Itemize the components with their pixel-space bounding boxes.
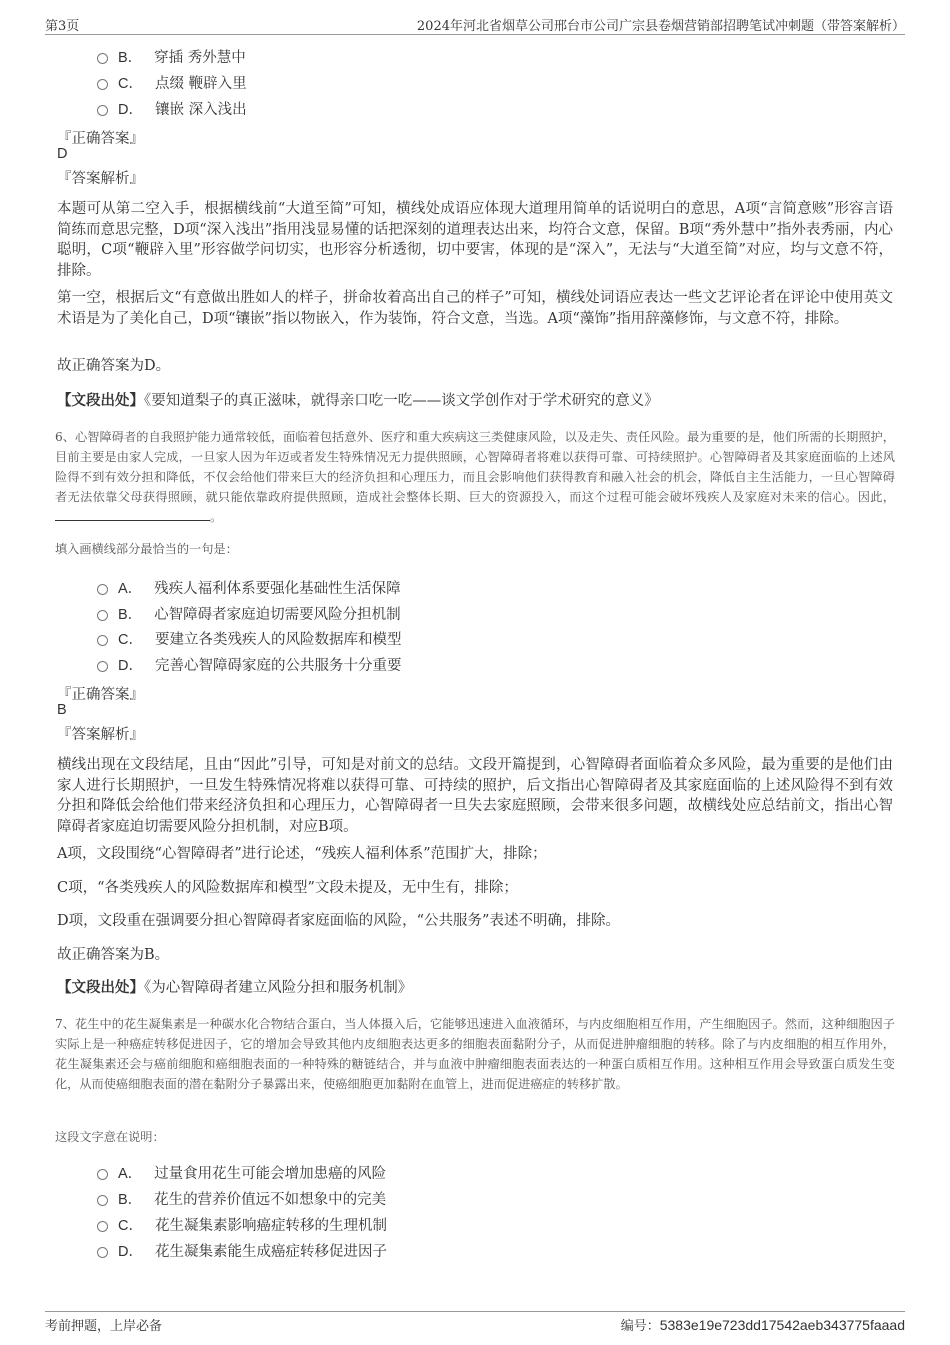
radio-icon[interactable]	[97, 661, 108, 672]
radio-icon[interactable]	[97, 1221, 108, 1232]
source-citation	[57, 391, 893, 412]
analysis-conclusion: 故正确答案为D。	[57, 358, 171, 374]
page-footer	[45, 1311, 905, 1332]
question-stem: 7、花生中的花生凝集素是一种碳水化合物结合蛋白，当人体摄入后，它能够迅速进入血液循环，与内皮细胞相互作用，产生细胞因子。然而，这种细胞因子实际上是一种癌症转移促进因子，它的增加会导致其他内皮细胞表达更多的细胞表面黏附分子，从而促进肿瘤细胞的转移。除了与内皮细胞的相互作用外，花生凝集素还会与癌前细胞和癌细胞表面的一种特殊的糖链结合，并与血液中肿瘤细胞表面表达的一种蛋白质相互作用。这种相互作用会导致蛋白质发生变化，从而使癌细胞表面的潜在黏附分子暴露出来，使癌细胞更加黏附在血管上，进而促进癌症的转移扩散。	[55, 1017, 895, 1091]
radio-icon[interactable]	[97, 1169, 108, 1180]
option-text: 心智障碍者家庭迫切需要风险分担机制	[154, 606, 401, 623]
option-a[interactable]	[97, 1161, 386, 1183]
analysis-label: 『答案解析』	[57, 727, 144, 743]
radio-icon[interactable]	[97, 1247, 108, 1258]
option-letter: B．	[118, 49, 143, 66]
analysis-paragraph: 横线出现在文段结尾，且由“因此”引导，可知是对前文的总结。文段开篇提到，心智障碍者面临着众多风险，最为重要的是他们由家人进行长期照护，一旦发生特殊情况将难以获得可靠、可持续的照护，后文指出心智障碍者及其家庭面临的上述风险得不到有效分担和降低会给他们带来经济负担和心理压力，心智障碍者一旦失去家庭照顾，会带来很多问题，故横线处应总结前文，指出心智障碍者家庭迫切需要风险分担机制，对应B项。	[57, 757, 893, 835]
option-letter: D．	[118, 101, 143, 118]
source-text: 《要知道梨子的真正滋味，就得亲口吃一吃——谈文学创作对于学术研究的意义》	[144, 393, 659, 409]
option-b[interactable]	[97, 45, 246, 67]
option-letter: D．	[118, 657, 143, 674]
option-letter: C．	[118, 75, 143, 92]
option-text: 点缀 鞭辟入里	[154, 75, 247, 92]
question-prompt: 填入画横线部分最恰当的一句是：	[55, 542, 238, 556]
option-d[interactable]	[97, 1239, 387, 1261]
option-text: 穿插 秀外慧中	[154, 49, 246, 66]
option-text: 镶嵌 深入浅出	[154, 101, 247, 118]
analysis-option-c: C项，“各类残疾人的风险数据库和模型”文段未提及，无中生有，排除；	[57, 880, 518, 896]
source-text: 《为心智障碍者建立风险分担和服务机制》	[144, 980, 413, 996]
analysis-paragraph: 第一空，根据后文“有意做出胜如人的样子，拼命妆着高出自己的样子”可知，横线处词语应表达一些文艺评论者在评论中使用英文术语是为了美化自己，D项“镶嵌”指以物嵌入，作为装饰，符合文意，当选。A项“藻饰”指用辞藻修饰，与文意不符，排除。	[57, 290, 893, 327]
correct-answer: B	[57, 702, 67, 718]
option-letter: A．	[118, 580, 143, 597]
option-text: 残疾人福利体系要强化基础性生活保障	[154, 580, 401, 597]
option-c[interactable]	[97, 71, 247, 93]
radio-icon[interactable]	[97, 79, 108, 90]
document-title: 2024年河北省烟草公司邢台市公司广宗县卷烟营销部招聘笔试冲刺题（带答案解析）	[416, 19, 905, 34]
option-d[interactable]	[97, 653, 401, 675]
option-letter: D．	[118, 1243, 143, 1260]
question-text: 6、心智障碍者的自我照护能力通常较低，面临着包括意外、医疗和重大疾病这三类健康风险，以及走失、责任风险。最为重要的是，他们所需的长期照护，目前主要是由家人完成，一旦家人因为年迈或者发生特殊情况无力提供照顾，心智障碍者将难以获得可靠、可持续照护。心智障碍者及其家庭面临的上述风险得不到有效分担和降低，不仅会给他们带来巨大的经济负担和心理压力，而且会影响他们获得教育和融入社会的机会，降低自主生活能力，一旦心智障碍者无法依靠父母获得照顾，就只能依靠政府提供照顾，造成社会整体长期、巨大的资源投入，而这个过程可能会破坏残疾人及家庭对未来的信心。因此，	[55, 430, 895, 504]
option-b[interactable]	[97, 1187, 386, 1209]
answer-label: 『正确答案』	[57, 131, 144, 147]
option-c[interactable]	[97, 627, 401, 649]
option-letter: B．	[118, 606, 143, 623]
option-text: 花生的营养价值远不如想象中的完美	[154, 1191, 387, 1208]
radio-icon[interactable]	[97, 584, 108, 595]
option-letter: C．	[118, 1217, 143, 1234]
radio-icon[interactable]	[97, 105, 108, 116]
source-citation	[57, 978, 893, 999]
page-number: 第3页	[45, 19, 80, 34]
option-text: 花生凝集素影响癌症转移的生理机制	[154, 1217, 387, 1234]
question-stem	[55, 427, 895, 527]
document-code	[621, 1315, 905, 1334]
stem-end: 。	[210, 510, 223, 524]
code-label: 编号：	[620, 1319, 660, 1334]
option-text: 要建立各类残疾人的风险数据库和模型	[154, 631, 402, 648]
radio-icon[interactable]	[97, 635, 108, 646]
option-letter: B．	[118, 1191, 143, 1208]
source-label: 【文段出处】	[57, 979, 144, 996]
source-label: 【文段出处】	[57, 392, 144, 409]
radio-icon[interactable]	[97, 53, 108, 64]
analysis-option-d: D项，文段重在强调要分担心智障碍者家庭面临的风险，“公共服务”表述不明确，排除。	[57, 913, 620, 929]
analysis-paragraph: 本题可从第二空入手，根据横线前“大道至简”可知，横线处成语应体现大道理用简单的话说明白的意思，A项“言简意赅”形容言语简练而意思完整，D项“深入浅出”指用浅显易懂的话把深刻的道理表达出来，均符合文意，保留。B项“秀外慧中”指外表秀丽，内心聪明，C项“鞭辟入里”形容做学问切实，也形容分析透彻，切中要害，体现的是“深入”，无法与“大道至简”对应，均与文意不符，排除。	[57, 201, 893, 279]
radio-icon[interactable]	[97, 1195, 108, 1206]
option-letter: A．	[118, 1165, 143, 1182]
question-prompt: 这段文字意在说明：	[55, 1130, 165, 1144]
correct-answer: D	[57, 146, 68, 162]
footer-slogan: 考前押题，上岸必备	[45, 1319, 163, 1334]
analysis-label: 『答案解析』	[57, 171, 144, 187]
option-b[interactable]	[97, 602, 401, 624]
analysis-conclusion: 故正确答案为B。	[57, 947, 170, 963]
option-d[interactable]	[97, 97, 247, 119]
analysis-option-a: A项，文段围绕“心智障碍者”进行论述，“残疾人福利体系”范围扩大，排除；	[57, 846, 547, 862]
page-header	[45, 12, 905, 35]
radio-icon[interactable]	[97, 610, 108, 621]
option-letter: C．	[118, 631, 143, 648]
answer-label: 『正确答案』	[57, 687, 144, 703]
option-c[interactable]	[97, 1213, 387, 1235]
option-a[interactable]	[97, 576, 401, 598]
fill-blank	[55, 508, 210, 521]
option-text: 过量食用花生可能会增加患癌的风险	[154, 1165, 387, 1182]
option-text: 完善心智障碍家庭的公共服务十分重要	[154, 657, 402, 674]
option-text: 花生凝集素能生成癌症转移促进因子	[154, 1243, 387, 1260]
code-value: 5383e19e723dd17542aeb343775faaad	[659, 1317, 905, 1333]
